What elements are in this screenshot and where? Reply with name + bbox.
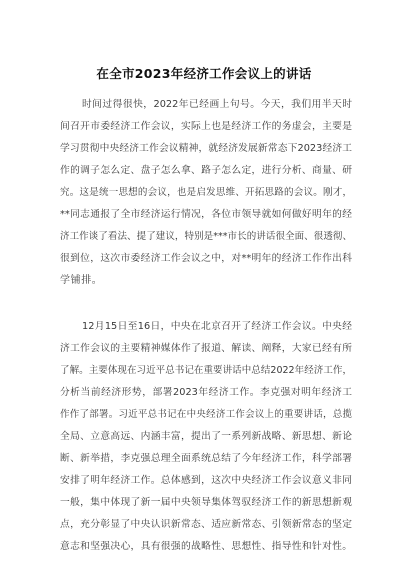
paragraph-line: 作作了部署。习近平总书记在中央经济工作会议上的重要讲话，总揽 <box>60 409 352 420</box>
paragraph-line: 安排了明年经济工作。总体感到，这次中央经济工作会议意义非同 <box>60 475 352 486</box>
paragraph-line: 间召开市委经济工作会议，实际上也是经济工作的务虚会，主要是 <box>60 121 352 132</box>
paragraph-line: 究。这是统一思想的会议，也是启发思维、开拓思路的会议。刚才， <box>60 187 352 198</box>
paragraph-line: 作的调子怎么定、盘子怎么拿、路子怎么定，进行分析、商量、研 <box>60 165 352 176</box>
paragraph-line: 全局、立意高远、内涵丰富，提出了一系列新战略、新思想、新论 <box>60 431 352 442</box>
paragraph-line: **同志通报了全市经济运行情况，各位市领导就如何做好明年的经 <box>60 209 352 220</box>
paragraph-line: 时间过得很快，2022年已经画上句号。今天，我们用半天时 <box>82 99 352 110</box>
paragraph-line: 一般，集中体现了新一届中央领导集体驾驭经济工作的新思想新观 <box>60 497 352 508</box>
paragraph-line: 学习贯彻中央经济工作会议精神，就经济发展新常态下2023经济工 <box>60 143 352 154</box>
document-title: 在全市2023年经济工作会议上的讲话 <box>96 66 312 81</box>
paragraph-line: 点，充分彰显了中央认识新常态、适应新常态、引领新常态的坚定 <box>60 519 352 530</box>
paragraph-line: 意志和坚强决心，具有很强的战略性、思想性、指导性和针对性。 <box>60 541 352 552</box>
paragraph-line: 很到位，这次市委经济工作会议之中，对**明年的经济工作作出科 <box>60 253 352 264</box>
paragraph-line: 了解。主要体现在习近平总书记在重要讲话中总结2022年经济工作， <box>60 365 352 376</box>
paragraph-line: 断、新举措，李克强总理全面系统总结了今年经济工作，科学部署 <box>60 453 352 464</box>
paragraph-line: 学铺排。 <box>60 275 103 286</box>
paragraph-line: 分析当前经济形势，部署2023年经济工作。李克强对明年经济工 <box>60 387 352 398</box>
paragraph-line: 12月15日至16日，中央在北京召开了经济工作会议。中央经 <box>82 321 352 332</box>
paragraph-line: 济工作谈了看法、提了建议，特别是***市长的讲话很全面、很透彻、 <box>60 231 352 242</box>
paragraph-line: 济工作会议的主要精神媒体作了报道、解读、阐释，大家已经有所 <box>60 343 352 354</box>
